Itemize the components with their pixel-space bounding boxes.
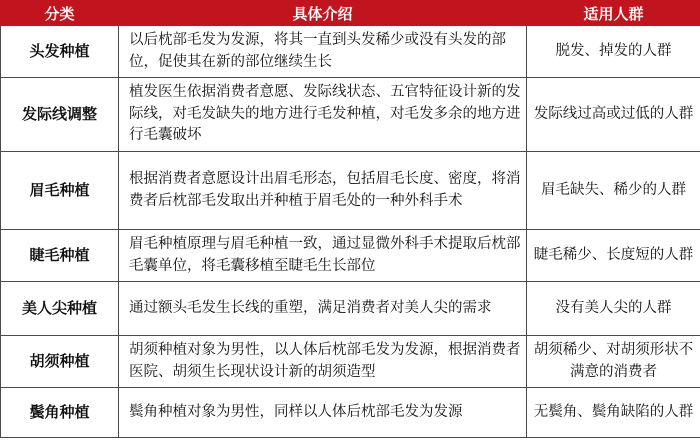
row-audience: 胡须稀少、对胡须形状不满意的消费者 xyxy=(527,336,700,388)
row-category: 美人尖种植 xyxy=(1,282,119,336)
header-description: 具体介绍 xyxy=(119,1,527,26)
table-row xyxy=(1,230,700,282)
row-description: 根据消费者意愿设计出眉毛形态，包括眉毛长度、密度，将消费者后枕部毛发取出并种植于眉毛处的一种外科手术 xyxy=(119,152,527,230)
row-description: 植发医生依据消费者意愿、发际线状态、五官特征设计新的发际线，对毛发缺失的地方进行毛发种植，对毛发多余的地方进行毛囊破坏 xyxy=(119,78,527,152)
row-category: 睫毛种植 xyxy=(1,230,119,282)
table-header-row xyxy=(1,1,700,26)
table-row xyxy=(1,336,700,388)
header-audience: 适用人群 xyxy=(527,1,700,26)
header-category: 分类 xyxy=(1,1,119,26)
row-audience: 无鬓角、鬓角缺陷的人群 xyxy=(527,388,700,438)
row-description: 眉毛种植原理与眉毛种植一致，通过显微外科手术提取后枕部毛囊单位，将毛囊移植至睫毛生长部位 xyxy=(119,230,527,282)
row-audience: 发际线过高或过低的人群 xyxy=(527,78,700,152)
row-description: 通过额头毛发生长线的重塑，满足消费者对美人尖的需求 xyxy=(119,282,527,336)
row-category: 头发种植 xyxy=(1,26,119,78)
row-description: 鬓角种植对象为男性，同样以人体后枕部毛发为发源 xyxy=(119,388,527,438)
row-audience: 脱发、掉发的人群 xyxy=(527,26,700,78)
table-row xyxy=(1,26,700,78)
row-category: 胡须种植 xyxy=(1,336,119,388)
row-audience: 没有美人尖的人群 xyxy=(527,282,700,336)
row-category: 鬓角种植 xyxy=(1,388,119,438)
row-audience: 眉毛缺失、稀少的人群 xyxy=(527,152,700,230)
table-row xyxy=(1,78,700,152)
table-row xyxy=(1,282,700,336)
row-description: 胡须种植对象为男性，以人体后枕部毛发为发源，根据消费者医院、胡须生长现状设计新的胡须造型 xyxy=(119,336,527,388)
row-category: 眉毛种植 xyxy=(1,152,119,230)
table-row xyxy=(1,152,700,230)
row-description: 以后枕部毛发为发源，将其一直到头发稀少或没有头发的部位，促使其在新的部位继续生长 xyxy=(119,26,527,78)
row-category: 发际线调整 xyxy=(1,78,119,152)
table-row xyxy=(1,388,700,438)
row-audience: 睫毛稀少、长度短的人群 xyxy=(527,230,700,282)
